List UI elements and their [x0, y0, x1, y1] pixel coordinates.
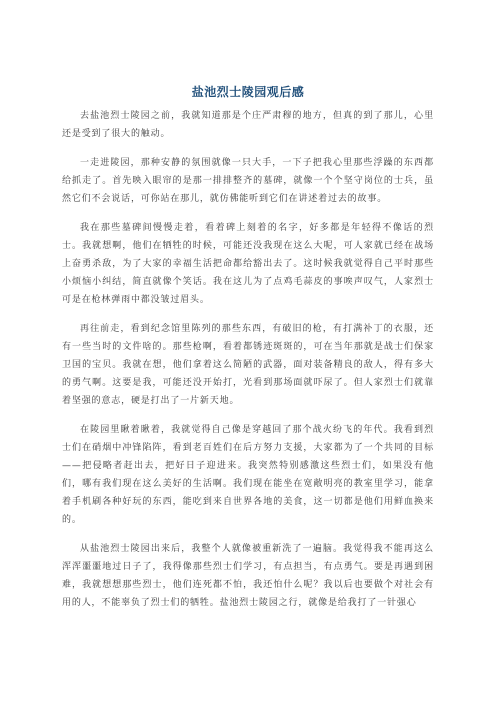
- paragraph-1: 去盐池烈士陵园之前，我就知道那是个庄严肃穆的地方，但真的到了那儿，心里还是受到了很大的触动。: [62, 111, 434, 139]
- paragraph-4: 再往前走，看到纪念馆里陈列的那些东西，有破旧的枪，有打满补丁的衣服，还有一些当时的文件啥的。那些枪啊，看着都锈迹斑斑的，可在当年那就是战士们保家卫国的宝贝。我就在想，他们拿着这么简陋的武器，面对装备精良的敌人，得有多大的勇气啊。这要是我，可能还没开始打，光看到那场面就吓尿了。但人家烈士们就靠着坚强的意志，硬是打出了一片新天地。: [62, 324, 434, 406]
- paragraph-5: 在陵园里瞅着瞅着，我就觉得自己像是穿越回了那个战火纷飞的年代。我看到烈士们在硝烟中冲锋陷阵，看到老百姓们在后方努力支援，大家都为了一个共同的目标——把侵略者赶出去，把好日子迎进来。我突然特别感激这些烈士们，如果没有他们，哪有我们现在这么美好的生活啊。我们现在能坐在宽敞明亮的教室里学习，能拿着手机刷各种好玩的东西，能吃到来自世界各地的美食，这一切都是他们用鲜血换来的。: [62, 425, 434, 525]
- paragraph-3: 我在那些墓碑间慢慢走着，看着碑上刻着的名字，好多都是年轻得不像话的烈士。我就想啊，他们在牺牲的时候，可能还没我现在这么大呢，可人家就已经在战场上奋勇杀敌，为了大家的幸福生活把命都给豁出去了。这时候我就觉得自己平时那些小烦恼小纠结，简直就像个笑话。我在这儿为了点鸡毛蒜皮的事唉声叹气，人家烈士可是在枪林弹雨中都没皱过眉头。: [62, 223, 434, 305]
- paragraph-6: 从盐池烈士陵园出来后，我整个人就像被重新洗了一遍脑。我觉得我不能再这么浑浑噩噩地过日子了，我得像那些烈士们学习，有点担当，有点勇气。要是再遇到困难，我就想想那些烈士，他们连死都不怕，我还怕什么呢？我以后也要做个对社会有用的人，不能辜负了烈士们的牺牲。盐池烈士陵园之行，就像是给我打了一针强心: [62, 544, 434, 608]
- document-title: 盐池烈士陵园观后感: [191, 85, 305, 99]
- paragraph-2: 一走进陵园，那种安静的氛围就像一只大手，一下子把我心里那些浮躁的东西都给抓走了。首先映入眼帘的是那一排排整齐的墓碑，就像一个个坚守岗位的士兵，虽然它们不会说话，可你站在那儿，就仿佛能听到它们在讲述着过去的故事。: [62, 158, 434, 204]
- document-body: [62, 107, 434, 623]
